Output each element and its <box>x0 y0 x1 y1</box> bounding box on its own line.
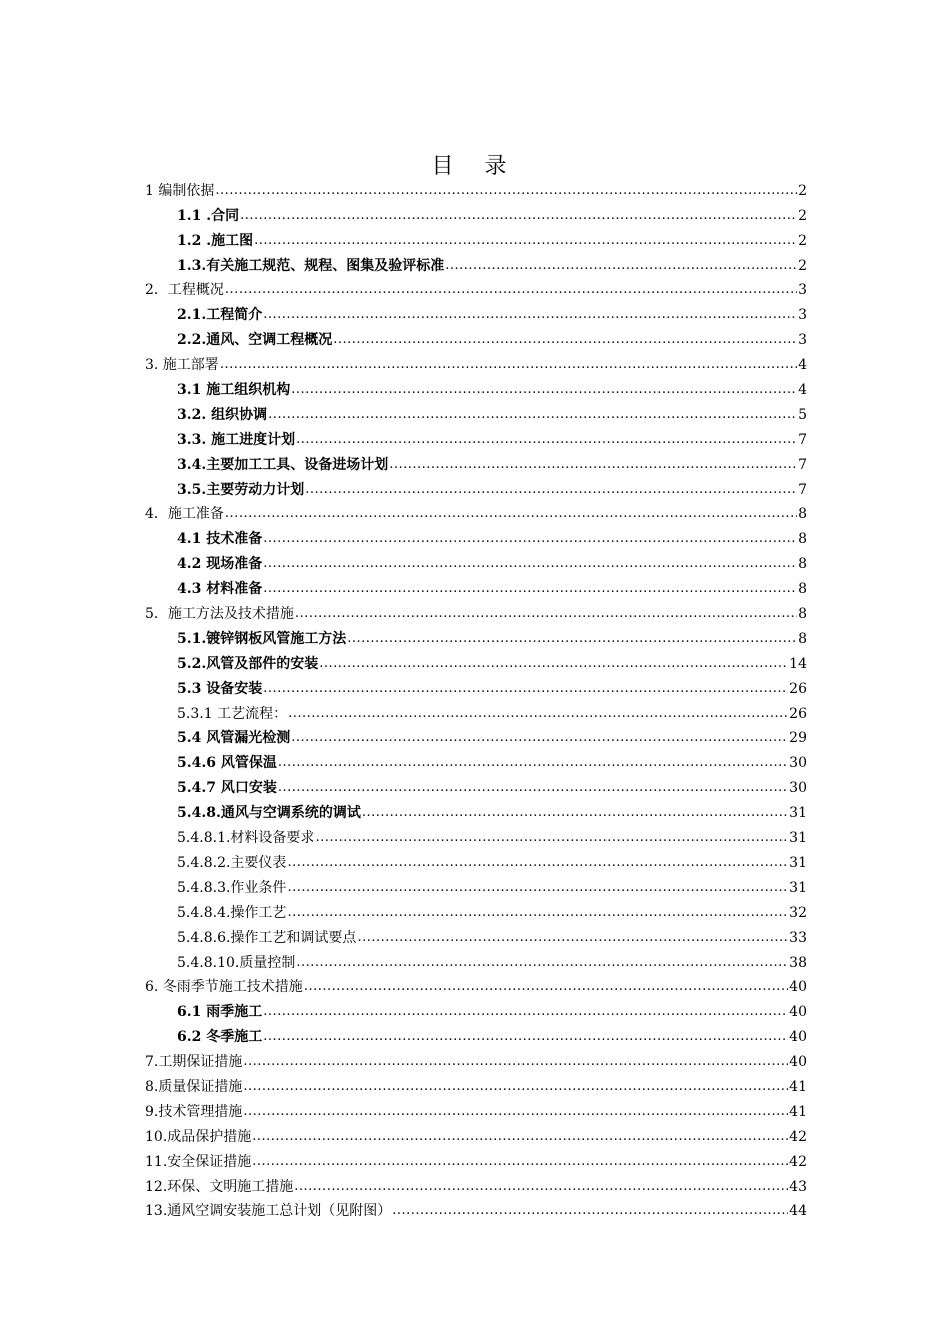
toc-title: 目 录 <box>431 153 519 179</box>
toc-entry-title: 7.工期保证措施 <box>145 1054 243 1071</box>
toc-entry[interactable] <box>145 523 807 548</box>
toc-leader-dots <box>278 779 788 797</box>
toc-entry[interactable] <box>145 922 807 947</box>
toc-leader-dots <box>215 182 797 200</box>
toc-leader-dots <box>288 705 788 723</box>
toc-entry-page-number: 8 <box>798 581 807 598</box>
toc-entry-title: 2.2.通风、空调工程概况 <box>177 332 333 349</box>
toc-entry[interactable] <box>145 1071 807 1096</box>
toc-leader-dots <box>291 381 797 399</box>
toc-leader-dots <box>357 929 788 947</box>
toc-leader-dots <box>445 257 797 275</box>
toc-leader-dots <box>263 530 797 548</box>
toc-entry-title: 2.1.工程简介 <box>177 307 263 324</box>
toc-leader-dots <box>295 605 797 623</box>
toc-leader-dots <box>294 1178 788 1196</box>
toc-entry[interactable] <box>145 623 807 648</box>
toc-leader-dots <box>278 754 788 772</box>
toc-entry-page-number: 5 <box>798 406 807 423</box>
toc-entry-title: 1.2 .施工图 <box>177 232 254 249</box>
toc-entry[interactable] <box>145 573 807 598</box>
toc-leader-dots <box>291 729 788 747</box>
toc-entry-page-number: 7 <box>798 481 807 498</box>
toc-entry[interactable] <box>145 972 807 997</box>
toc-entry-page-number: 31 <box>789 805 807 822</box>
toc-leader-dots <box>252 1128 788 1146</box>
toc-leader-dots <box>263 1028 788 1046</box>
toc-entry-page-number: 2 <box>798 182 807 199</box>
toc-leader-dots <box>333 331 797 349</box>
toc-entry-page-number: 3 <box>798 307 807 324</box>
toc-entry[interactable] <box>145 872 807 897</box>
toc-entry-title: 3.2. 组织协调 <box>177 406 268 423</box>
toc-entry-title: 12.环保、文明施工措施 <box>145 1178 294 1195</box>
toc-entry-title: 5.4.8.3.作业条件 <box>177 879 287 896</box>
toc-entry-title: 5.4 风管漏光检测 <box>177 730 291 747</box>
toc-entry-title: 5.4.8.2.主要仪表 <box>177 854 287 871</box>
toc-entry-title: 1 编制依据 <box>145 182 215 199</box>
toc-leader-dots <box>392 1202 788 1220</box>
toc-entry[interactable] <box>145 698 807 723</box>
toc-entry-title: 13.通风空调安装施工总计划（见附图） <box>145 1203 392 1220</box>
toc-leader-dots <box>296 431 797 449</box>
toc-leader-dots <box>263 555 797 573</box>
toc-entry-title: 5.3.1 工艺流程： <box>177 705 288 722</box>
toc-entry-page-number: 40 <box>789 1054 807 1071</box>
toc-leader-dots <box>319 655 788 673</box>
toc-entry[interactable] <box>145 424 807 449</box>
toc-entry-page-number: 42 <box>789 1128 807 1145</box>
toc-entry-page-number: 14 <box>789 655 807 672</box>
toc-entry[interactable] <box>145 225 807 250</box>
toc-entry-page-number: 8 <box>798 506 807 523</box>
toc-entry-title: 6. 冬雨季节施工技术措施 <box>145 979 303 996</box>
toc-entry-title: 5.3 设备安装 <box>177 680 263 697</box>
toc-entry-page-number: 8 <box>798 630 807 647</box>
toc-entry-title: 5.4.8.4.操作工艺 <box>177 904 287 921</box>
toc-leader-dots <box>263 680 788 698</box>
toc-entry-page-number: 44 <box>789 1203 807 1220</box>
toc-leader-dots <box>304 978 788 996</box>
toc-entry-title: 4.2 现场准备 <box>177 556 263 573</box>
toc-entry-title: 4.1 技术准备 <box>177 531 263 548</box>
toc-entry[interactable] <box>145 399 807 424</box>
toc-entry-page-number: 29 <box>789 730 807 747</box>
toc-entry-title: 5.4.8.通风与空调系统的调试 <box>177 805 361 822</box>
toc-entry-page-number: 4 <box>798 357 807 374</box>
toc-entry[interactable] <box>145 175 807 200</box>
toc-entry-title: 3.4.主要加工工具、设备进场计划 <box>177 456 389 473</box>
toc-leader-dots <box>254 232 797 250</box>
toc-entry[interactable] <box>145 897 807 922</box>
toc-leader-dots <box>243 1103 788 1121</box>
toc-entry[interactable] <box>145 847 807 872</box>
toc-entry-title: 5．施工方法及技术措施 <box>145 606 294 623</box>
table-of-contents <box>145 175 807 1220</box>
toc-leader-dots <box>243 1053 788 1071</box>
toc-leader-dots <box>287 854 788 872</box>
toc-entry-page-number: 4 <box>798 382 807 399</box>
toc-entry-title: 3. 施工部署 <box>145 357 219 374</box>
toc-entry[interactable] <box>145 1121 807 1146</box>
toc-entry[interactable] <box>145 673 807 698</box>
toc-entry-title: 1.3.有关施工规范、规程、图集及验评标准 <box>177 257 445 274</box>
toc-leader-dots <box>263 306 797 324</box>
toc-leader-dots <box>389 456 797 474</box>
toc-entry-page-number: 8 <box>798 531 807 548</box>
toc-entry[interactable] <box>145 1146 807 1171</box>
toc-leader-dots <box>225 505 797 523</box>
toc-entry-title: 10.成品保护措施 <box>145 1128 252 1145</box>
toc-entry-title: 1.1 .合同 <box>177 207 240 224</box>
toc-entry-page-number: 2 <box>798 207 807 224</box>
toc-entry[interactable] <box>145 747 807 772</box>
toc-entry-title: 5.4.7 风口安装 <box>177 780 277 797</box>
toc-entry-page-number: 31 <box>789 830 807 847</box>
toc-entry-title: 4.3 材料准备 <box>177 581 263 598</box>
toc-leader-dots <box>287 879 788 897</box>
toc-entry-title: 3.3. 施工进度计划 <box>177 431 296 448</box>
toc-leader-dots <box>268 406 797 424</box>
toc-entry[interactable] <box>145 822 807 847</box>
toc-entry-title: 5.2.风管及部件的安装 <box>177 655 319 672</box>
toc-entry-page-number: 26 <box>789 705 807 722</box>
toc-entry-page-number: 3 <box>798 282 807 299</box>
toc-entry[interactable] <box>145 598 807 623</box>
toc-entry-title: 3.5.主要劳动力计划 <box>177 481 305 498</box>
toc-entry[interactable] <box>145 947 807 972</box>
toc-entry-title: 11.安全保证措施 <box>145 1153 252 1170</box>
toc-leader-dots <box>362 804 788 822</box>
toc-entry-page-number: 40 <box>789 1029 807 1046</box>
toc-entry[interactable] <box>145 324 807 349</box>
toc-leader-dots <box>263 1003 788 1021</box>
toc-entry-page-number: 31 <box>789 879 807 896</box>
toc-entry[interactable] <box>145 548 807 573</box>
toc-entry-page-number: 38 <box>789 954 807 971</box>
toc-entry[interactable] <box>145 275 807 300</box>
toc-entry[interactable] <box>145 996 807 1021</box>
toc-entry-title: 5.4.8.6.操作工艺和调试要点 <box>177 929 357 946</box>
toc-entry-title: 6.2 冬季施工 <box>177 1029 263 1046</box>
toc-entry-title: 5.4.6 风管保温 <box>177 755 277 772</box>
toc-entry[interactable] <box>145 1021 807 1046</box>
toc-entry[interactable] <box>145 374 807 399</box>
toc-entry-page-number: 32 <box>789 904 807 921</box>
toc-entry-page-number: 7 <box>798 431 807 448</box>
toc-entry-page-number: 31 <box>789 854 807 871</box>
toc-leader-dots <box>305 481 797 499</box>
toc-entry-page-number: 30 <box>789 755 807 772</box>
toc-entry-page-number: 40 <box>789 979 807 996</box>
toc-entry-page-number: 2 <box>798 257 807 274</box>
toc-leader-dots <box>240 207 797 225</box>
toc-entry[interactable] <box>145 449 807 474</box>
toc-leader-dots <box>263 580 797 598</box>
toc-entry-title: 5.4.8.1.材料设备要求 <box>177 830 315 847</box>
toc-entry-page-number: 41 <box>789 1078 807 1095</box>
toc-entry[interactable] <box>145 200 807 225</box>
toc-entry-title: 2．工程概况 <box>145 282 224 299</box>
toc-leader-dots <box>252 1153 788 1171</box>
toc-entry-page-number: 30 <box>789 780 807 797</box>
toc-entry-page-number: 7 <box>798 456 807 473</box>
toc-entry-page-number: 40 <box>789 1004 807 1021</box>
toc-entry-page-number: 42 <box>789 1153 807 1170</box>
toc-entry[interactable] <box>145 723 807 748</box>
toc-entry[interactable] <box>145 299 807 324</box>
toc-entry[interactable] <box>145 349 807 374</box>
toc-entry-page-number: 33 <box>789 929 807 946</box>
toc-entry-page-number: 41 <box>789 1103 807 1120</box>
toc-entry-page-number: 43 <box>789 1178 807 1195</box>
toc-entry-title: 8.质量保证措施 <box>145 1078 243 1095</box>
toc-entry[interactable] <box>145 797 807 822</box>
toc-leader-dots <box>243 1078 788 1096</box>
toc-leader-dots <box>296 954 788 972</box>
toc-entry[interactable] <box>145 499 807 524</box>
toc-entry[interactable] <box>145 648 807 673</box>
toc-leader-dots <box>287 904 788 922</box>
toc-entry-title: 9.技术管理措施 <box>145 1103 243 1120</box>
toc-entry[interactable] <box>145 1196 807 1221</box>
toc-entry[interactable] <box>145 474 807 499</box>
toc-entry-page-number: 3 <box>798 332 807 349</box>
toc-entry-page-number: 2 <box>798 232 807 249</box>
toc-entry-title: 4．施工准备 <box>145 506 224 523</box>
toc-leader-dots <box>347 630 797 648</box>
toc-entry[interactable] <box>145 250 807 275</box>
toc-entry[interactable] <box>145 1096 807 1121</box>
toc-leader-dots <box>225 281 797 299</box>
toc-entry-page-number: 8 <box>798 556 807 573</box>
toc-entry[interactable] <box>145 1046 807 1071</box>
toc-leader-dots <box>315 829 788 847</box>
toc-entry[interactable] <box>145 1171 807 1196</box>
toc-entry-page-number: 26 <box>789 680 807 697</box>
toc-entry-page-number: 8 <box>798 606 807 623</box>
toc-leader-dots <box>220 356 797 374</box>
toc-entry[interactable] <box>145 772 807 797</box>
toc-entry-title: 5.4.8.10.质量控制 <box>177 954 296 971</box>
toc-entry-title: 3.1 施工组织机构 <box>177 382 291 399</box>
toc-entry-title: 6.1 雨季施工 <box>177 1004 263 1021</box>
toc-entry-title: 5.1.镀锌钢板风管施工方法 <box>177 630 347 647</box>
